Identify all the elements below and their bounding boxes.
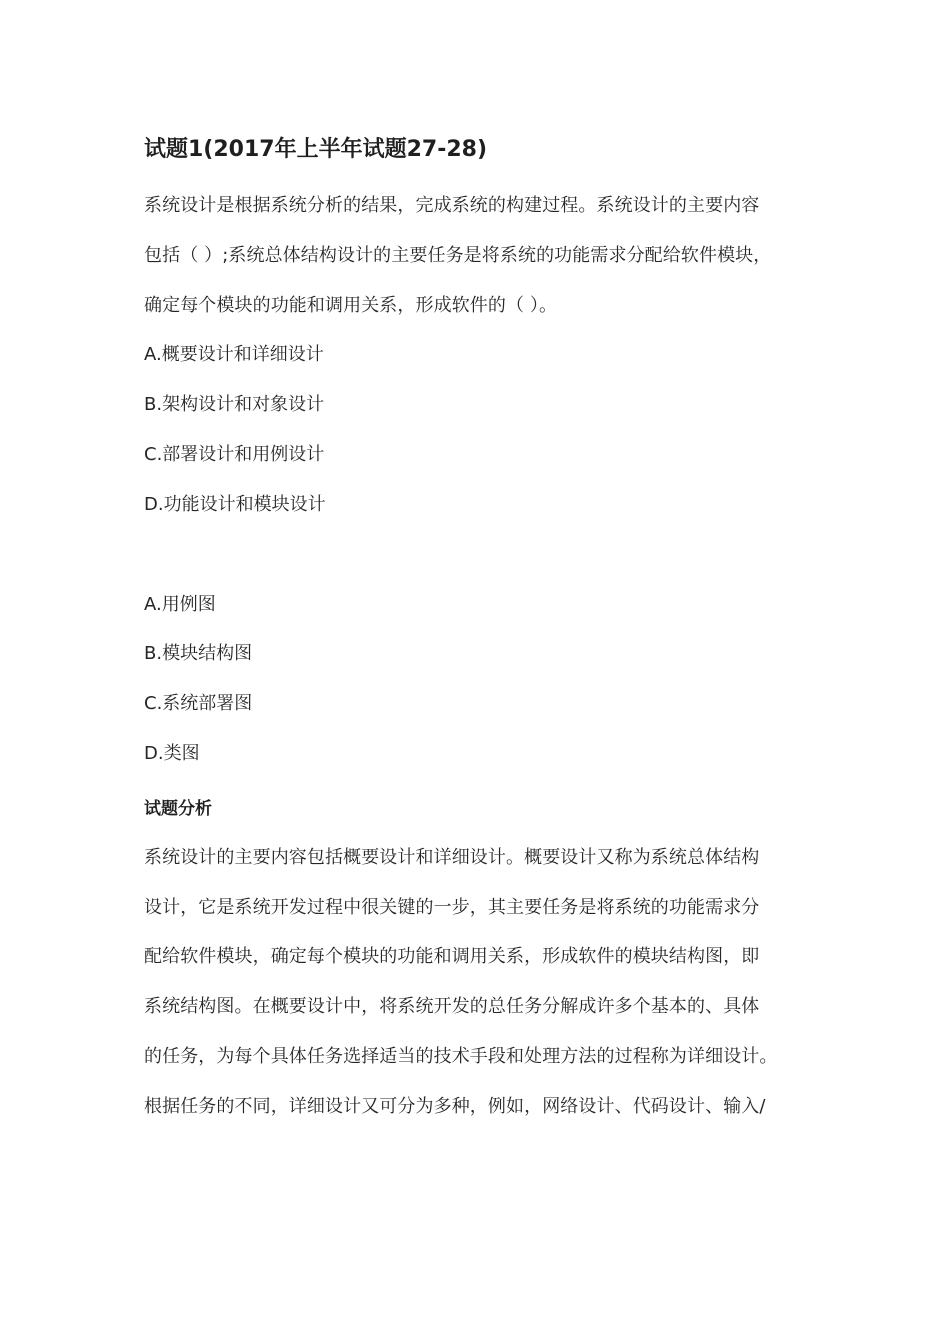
question-title: 试题1(2017年上半年试题27-28) xyxy=(144,137,488,162)
stem-line: 系统设计是根据系统分析的结果，完成系统的构建过程。系统设计的主要内容 xyxy=(144,195,760,216)
analysis-line: 系统结构图。在概要设计中，将系统开发的总任务分解成许多个基本的、具体 xyxy=(144,996,760,1018)
option-c: C.部署设计和用例设计 xyxy=(144,443,325,465)
stem-line: 包括（ ）;系统总体结构设计的主要任务是将系统的功能需求分配给软件模块， xyxy=(144,244,772,266)
analysis-line: 的任务，为每个具体任务选择适当的技术手段和处理方法的过程称为详细设计。 xyxy=(144,1045,778,1067)
question-stem xyxy=(144,181,816,330)
analysis-line: 设计，它是系统开发过程中很关键的一步，其主要任务是将系统的功能需求分 xyxy=(144,896,760,918)
analysis-body xyxy=(144,833,816,1132)
option-a: A.用例图 xyxy=(144,593,216,615)
analysis-line: 根据任务的不同，详细设计又可分为多种，例如，网络设计、代码设计、输入/ xyxy=(144,1095,766,1117)
option-b: B.模块结构图 xyxy=(144,643,253,665)
document-content xyxy=(144,131,816,1132)
options-group-1 xyxy=(144,330,816,529)
option-d: D.类图 xyxy=(144,742,200,764)
option-a: A.概要设计和详细设计 xyxy=(144,344,324,366)
option-d: D.功能设计和模块设计 xyxy=(144,493,326,515)
analysis-heading: 试题分析 xyxy=(144,798,212,819)
options-group-2 xyxy=(144,580,816,779)
option-b: B.架构设计和对象设计 xyxy=(144,394,325,416)
stem-line: 确定每个模块的功能和调用关系，形成软件的（ ）。 xyxy=(144,294,558,316)
analysis-line: 系统设计的主要内容包括概要设计和详细设计。概要设计又称为系统总体结构 xyxy=(144,846,760,868)
option-c: C.系统部署图 xyxy=(144,693,253,715)
analysis-line: 配给软件模块，确定每个模块的功能和调用关系，形成软件的模块结构图，即 xyxy=(144,946,760,968)
spacer xyxy=(144,530,816,580)
